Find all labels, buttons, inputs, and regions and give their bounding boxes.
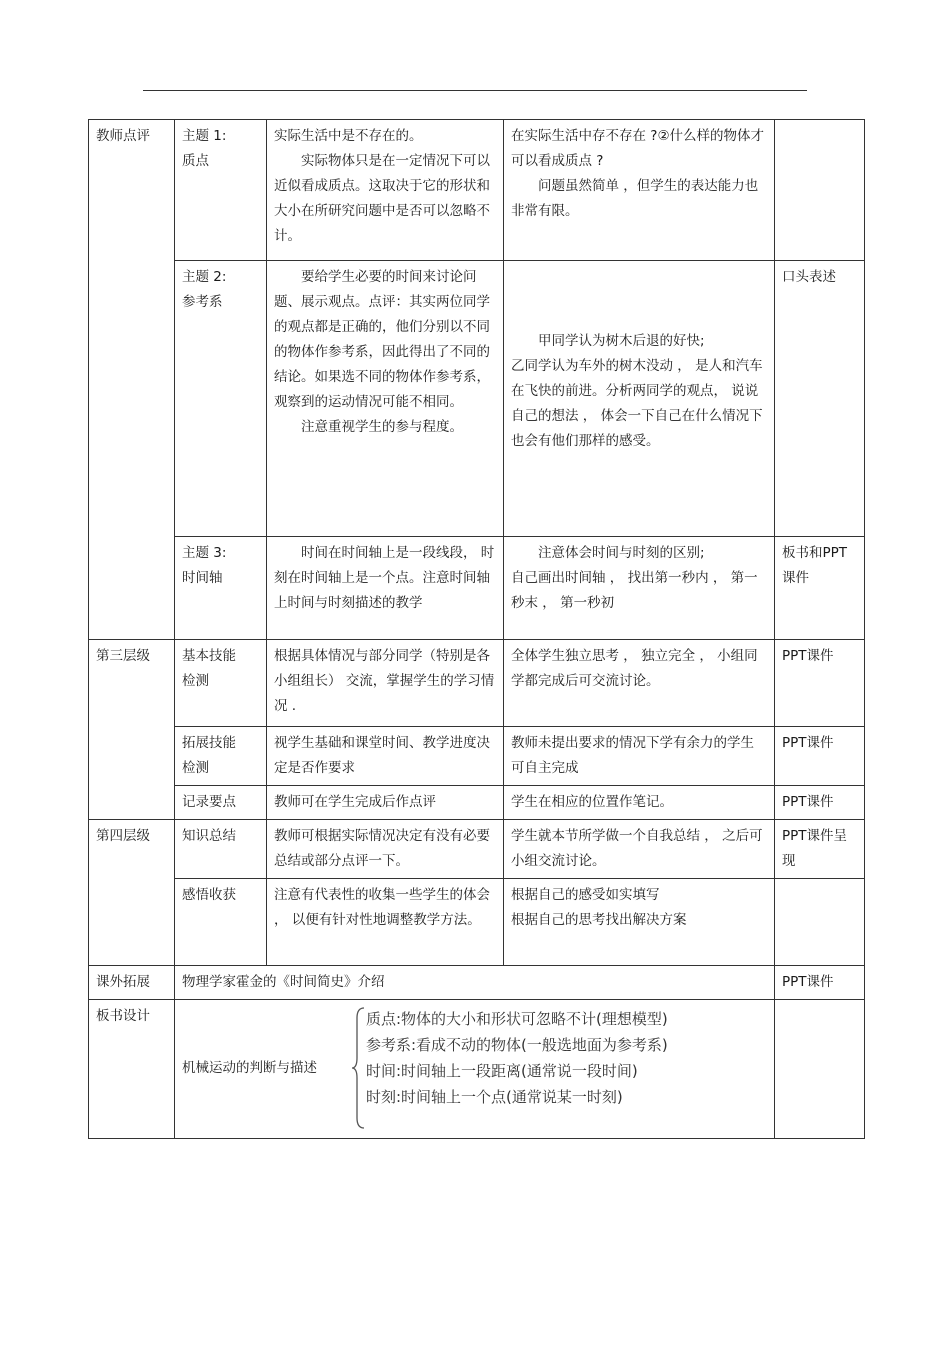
board-design: [182, 1004, 767, 1134]
table-row-topic-2: [89, 261, 865, 537]
stage-cell: [89, 640, 175, 820]
media-text: PPT课件: [782, 735, 834, 751]
table-row-topic-1: [89, 120, 865, 261]
table-row-topic-3: [89, 537, 865, 640]
media-text: PPT课件: [782, 974, 834, 990]
student-text: 教师未提出要求的情况下学有余力的学生可自主完成: [511, 735, 754, 776]
teacher-text: 注意有代表性的收集一些学生的体会 ， 以便有针对性地调整教学方法。: [274, 887, 490, 928]
student-cell: [504, 261, 775, 537]
student-text: 根据自己的思考找出解决方案: [511, 912, 687, 928]
student-text: 乙同学认为车外的树木没动 ， 是人和汽车在飞快的前进。分析两同学的观点， 说说自己的想法 ， 体会一下自己在什么情况下也会有他们那样的感受。: [511, 358, 763, 449]
topic-line: 拓展技能: [182, 735, 236, 751]
teacher-cell: [267, 786, 504, 820]
student-cell: [504, 879, 775, 966]
student-cell: [504, 820, 775, 879]
topic-line: 主题 3:: [182, 545, 227, 561]
media-cell: [775, 640, 865, 727]
student-cell: [504, 727, 775, 786]
topic-line: 检测: [182, 673, 209, 689]
student-text: 注意体会时间与时刻的区别;: [538, 545, 705, 561]
teacher-text: 注意重视学生的参与程度。: [301, 419, 463, 435]
student-text: 在实际生活中存不存在 ?②什么样的物体才可以看成质点 ?: [511, 128, 765, 169]
teacher-cell: [267, 879, 504, 966]
topic-line: 质点: [182, 153, 209, 169]
topic-cell: [175, 640, 267, 727]
board-design-cell: [175, 1000, 775, 1139]
student-text: 问题虽然简单 ，但学生的表达能力也非常有限。: [511, 178, 759, 219]
topic-line: 基本技能: [182, 648, 236, 664]
stage-label: 课外拓展: [96, 974, 150, 990]
topic-line: 记录要点: [182, 794, 236, 810]
student-text: 根据自己的感受如实填写: [511, 887, 660, 903]
media-cell: [775, 786, 865, 820]
student-text: 学生就本节所学做一个自我总结 ， 之后可小组交流讨论。: [511, 828, 763, 869]
media-text: PPT课件: [782, 648, 834, 664]
topic-cell: [175, 879, 267, 966]
teacher-cell: [267, 537, 504, 640]
student-text: 甲同学认为树木后退的好快;: [538, 333, 705, 349]
brace-icon: [350, 1006, 366, 1130]
student-cell: [504, 120, 775, 261]
media-text: PPT课件: [782, 794, 834, 810]
topic-line: 参考系: [182, 294, 223, 310]
header-rule: [143, 90, 807, 91]
stage-cell: [89, 966, 175, 1000]
teacher-text: 实际生活中是不存在的。: [274, 128, 423, 144]
stage-label: 教师点评: [96, 128, 150, 144]
student-text: 学生在相应的位置作笔记。: [511, 794, 673, 810]
teacher-text: 教师可在学生完成后作点评: [274, 794, 436, 810]
media-cell: [775, 120, 865, 261]
topic-cell: [175, 820, 267, 879]
media-cell: [775, 261, 865, 537]
teacher-text: 要给学生必要的时间来讨论问题、展示观点。点评：其实两位同学的观点都是正确的，他们分别以不同的物体作参考系，因此得出了不同的结论。如果选不同的物体作参考系，观察到的运动情况可能不相同。: [274, 269, 490, 410]
stage-label: 板书设计: [96, 1008, 150, 1024]
teacher-text: 实际物体只是在一定情况下可以近似看成质点。这取决于它的形状和大小在所研究问题中是否可以忽略不计。: [274, 153, 490, 244]
media-cell: [775, 966, 865, 1000]
table-row-basic-skill: [89, 640, 865, 727]
board-title: 机械运动的判断与描述: [182, 1060, 317, 1076]
teacher-cell: [267, 261, 504, 537]
table-row-extended-skill: [89, 727, 865, 786]
board-line: 时刻:时间轴上一个点(通常说某一时刻): [366, 1088, 623, 1106]
board-line: 参考系:看成不动的物体(一般选地面为参考系): [366, 1036, 668, 1054]
teacher-cell: [267, 640, 504, 727]
stage-cell: [89, 820, 175, 966]
topic-line: 感悟收获: [182, 887, 236, 903]
student-text: 全体学生独立思考 ， 独立完全 ， 小组同学都完成后可交流讨论。: [511, 648, 758, 689]
teacher-text: 根据具体情况与部分同学（特别是各小组组长） 交流，掌握学生的学习情况 .: [274, 648, 495, 714]
stage-cell: [89, 1000, 175, 1139]
media-cell: [775, 537, 865, 640]
teacher-cell: [267, 120, 504, 261]
teacher-cell: [267, 727, 504, 786]
topic-cell: [175, 727, 267, 786]
topic-cell: [175, 261, 267, 537]
table-row-knowledge-summary: [89, 820, 865, 879]
board-lines: [366, 1006, 668, 1110]
stage-label: 第三层级: [96, 648, 150, 664]
topic-line: 主题 1:: [182, 128, 227, 144]
table-row-board-design: [89, 1000, 865, 1139]
media-cell: [775, 820, 865, 879]
student-cell: [504, 786, 775, 820]
media-text: 板书和PPT课件: [782, 545, 848, 586]
student-text: 自己画出时间轴 ， 找出第一秒内 ， 第一秒末 ， 第一秒初: [511, 570, 758, 611]
topic-cell: [175, 537, 267, 640]
topic-cell: [175, 786, 267, 820]
media-cell: [775, 1000, 865, 1139]
board-line: 时间:时间轴上一段距离(通常说一段时间): [366, 1062, 638, 1080]
media-text: PPT课件呈现: [782, 828, 848, 869]
student-cell: [504, 640, 775, 727]
table-row-extension: [89, 966, 865, 1000]
media-cell: [775, 727, 865, 786]
topic-line: 时间轴: [182, 570, 223, 586]
teacher-text: 教师可根据实际情况决定有没有必要总结或部分点评一下。: [274, 828, 490, 869]
table-row-reflection: [89, 879, 865, 966]
topic-line: 知识总结: [182, 828, 236, 844]
extension-content-cell: [175, 966, 775, 1000]
board-line: 质点:物体的大小和形状可忽略不计(理想模型): [366, 1010, 668, 1028]
lesson-plan-table: [88, 119, 865, 1139]
teacher-text: 视学生基础和课堂时间、教学进度决定是否作要求: [274, 735, 490, 776]
topic-cell: [175, 120, 267, 261]
extension-text: 物理学家霍金的《时间简史》介绍: [182, 974, 385, 990]
topic-line: 主题 2:: [182, 269, 227, 285]
teacher-cell: [267, 820, 504, 879]
media-text: 口头表述: [782, 269, 836, 285]
stage-cell: [89, 120, 175, 640]
media-cell: [775, 879, 865, 966]
table-row-record-points: [89, 786, 865, 820]
stage-label: 第四层级: [96, 828, 150, 844]
teacher-text: 时间在时间轴上是一段线段， 时刻在时间轴上是一个点。注意时间轴上时间与时刻描述的教学: [274, 545, 495, 611]
student-cell: [504, 537, 775, 640]
topic-line: 检测: [182, 760, 209, 776]
